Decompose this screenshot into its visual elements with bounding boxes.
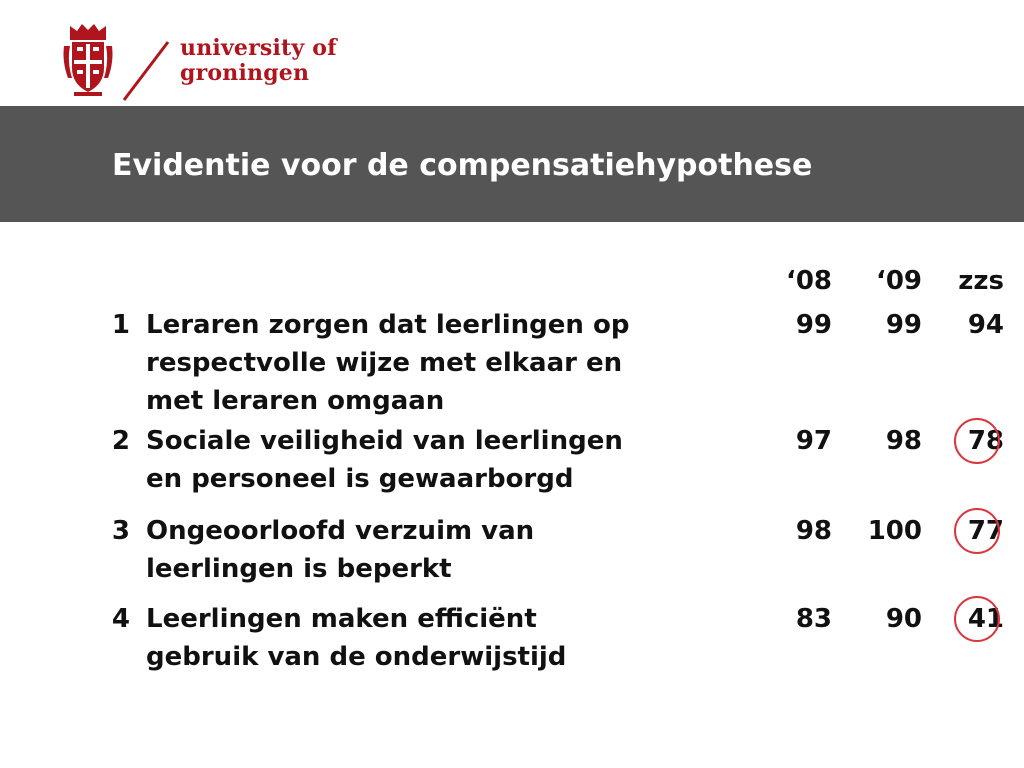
column-header-08: ‘08: [785, 266, 832, 296]
column-header-zzs: zzs: [958, 266, 1004, 296]
value-09: 98: [885, 426, 922, 456]
university-wordmark: [180, 36, 337, 86]
table-row: [0, 306, 1024, 422]
table-header: [0, 262, 1024, 306]
statement-line: leerlingen is beperkt: [146, 554, 452, 584]
statement-line: Leraren zorgen dat leerlingen op: [146, 310, 630, 340]
highlight-circle: [954, 508, 1000, 554]
row-index: 4: [111, 604, 130, 634]
value-zzs: 94: [967, 310, 1004, 340]
statement-line: met leraren omgaan: [146, 386, 445, 416]
value-09: 99: [885, 310, 922, 340]
divider-slash-icon: [120, 40, 172, 102]
value-08: 99: [795, 310, 832, 340]
row-statement: [146, 422, 746, 498]
statement-line: Leerlingen maken efficiënt: [146, 604, 537, 634]
logo-header: [0, 0, 1024, 106]
row-index: 3: [111, 516, 130, 546]
value-08: 83: [795, 604, 832, 634]
row-statement: [146, 306, 746, 420]
value-zzs: 41: [967, 604, 1004, 634]
table-row: [0, 600, 1024, 678]
university-crest-icon: [62, 22, 114, 98]
row-statement: [146, 512, 746, 588]
statement-line: Ongeoorloofd verzuim van: [146, 516, 535, 546]
highlight-circle: [954, 596, 1000, 642]
value-08: 97: [795, 426, 832, 456]
value-09: 90: [885, 604, 922, 634]
value-09: 100: [867, 516, 922, 546]
statement-line: gebruik van de onderwijstijd: [146, 642, 567, 672]
value-zzs: 77: [967, 516, 1004, 546]
row-index: 1: [111, 310, 130, 340]
wordmark-line-2: groningen: [180, 60, 310, 86]
statement-line: en personeel is gewaarborgd: [146, 464, 574, 494]
column-header-09: ‘09: [875, 266, 922, 296]
statement-line: respectvolle wijze met elkaar en: [146, 348, 623, 378]
value-08: 98: [795, 516, 832, 546]
row-statement: [146, 600, 746, 676]
value-zzs: 78: [967, 426, 1004, 456]
results-table: [0, 262, 1024, 678]
table-row: [0, 512, 1024, 600]
slide-title: Evidentie voor de compensatiehypothese: [112, 148, 813, 183]
highlight-circle: [954, 418, 1000, 464]
wordmark-line-1: university of: [180, 35, 337, 61]
row-index: 2: [111, 426, 130, 456]
statement-line: Sociale veiligheid van leerlingen: [146, 426, 623, 456]
table-row: [0, 422, 1024, 512]
